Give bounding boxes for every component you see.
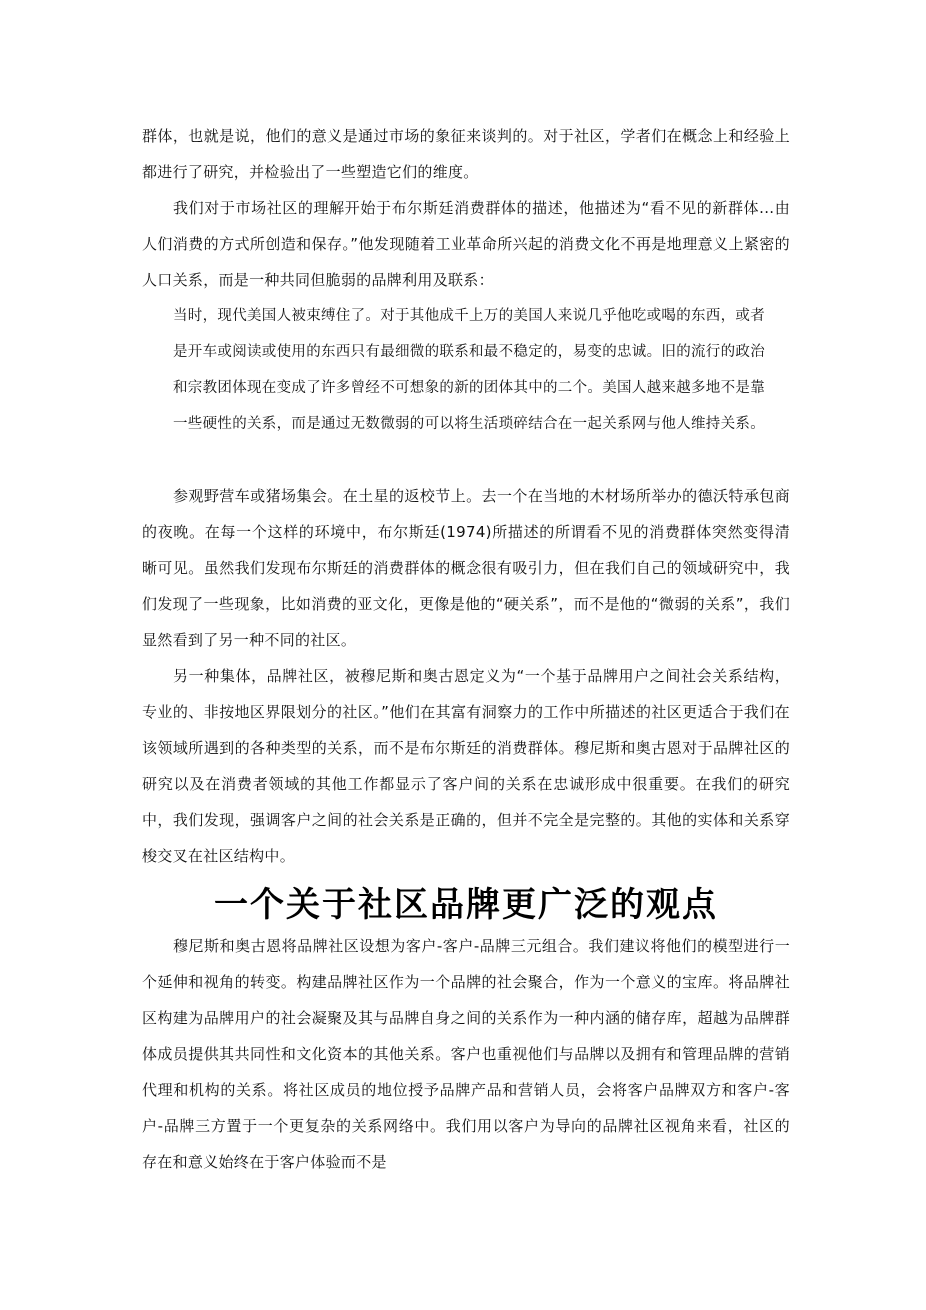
paragraph-brand-community: 另一种集体，品牌社区，被穆尼斯和奥古恩定义为“一个基于品牌用户之间社会关系结构，专业的、非按地区界限划分的社区。”他们在其富有洞察力的工作中所描述的社区更适合于我们在该领域所遇到的各种类型的关系，而不是布尔斯廷的消费群体。穆尼斯和奥古恩对于品牌社区的研究以及在消费者领域的其他工作都显示了客户间的关系在忠诚形成中很重要。在我们的研究中，我们发现，强调客户之间的社会关系是正确的，但并不完全是完整的。其他的实体和关系穿梭交叉在社区结构中。 [142, 667, 790, 865]
paragraph-boorstin-intro: 我们对于市场社区的理解开始于布尔斯廷消费群体的描述，他描述为“看不见的新群体...由人们消费的方式所创造和保存。”他发现随着工业革命所兴起的消费文化不再是地理意义上紧密的人口关系，而是一种共同但脆弱的品牌利用及联系： [142, 199, 790, 289]
body-text-bottom [142, 928, 790, 1180]
paragraph-consumption-communities: 参观野营车或猪场集会。在土星的返校节上。去一个在当地的木材场所举办的德沃特承包商的夜晚。在每一个这样的环境中，布尔斯廷(1974)所描述的所谓看不见的消费群体突然变得清晰可见。虽然我们发现布尔斯廷的消费群体的概念很有吸引力，但在我们自己的领域研究中，我们发现了一些现象，比如消费的亚文化，更像是他的“硬关系”，而不是他的“微弱的关系”，我们显然看到了另一种不同的社区。 [142, 487, 790, 649]
paragraph-triad-model: 穆尼斯和奥古恩将品牌社区设想为客户-客户-品牌三元组合。我们建议将他们的模型进行一个延伸和视角的转变。构建品牌社区作为一个品牌的社会聚合，作为一个意义的宝库。将品牌社区构建为品牌用户的社会凝聚及其与品牌自身之间的关系作为一种内涵的储存库，超越为品牌群体成员提供其共同性和文化资本的其他关系。客户也重视他们与品牌以及拥有和管理品牌的营销代理和机构的关系。将社区成员的地位授予品牌产品和营销人员，会将客户品牌双方和客户-客户-品牌三方置于一个更复杂的关系网络中。我们用以客户为导向的品牌社区视角来看，社区的存在和意义始终在于客户体验而不是 [142, 937, 790, 1171]
body-text-top [142, 118, 790, 298]
body-text-middle [142, 478, 790, 874]
paragraph-continuation: 群体，也就是说，他们的意义是通过市场的象征来谈判的。对于社区，学者们在概念上和经验上都进行了研究，并检验出了一些塑造它们的维度。 [142, 127, 790, 181]
section-heading: 一个关于社区品牌更广泛的观点 [214, 885, 718, 925]
block-quote: 当时，现代美国人被束缚住了。对于其他成千上万的美国人来说几乎他吃或喝的东西，或者是开车或阅读或使用的东西只有最细微的联系和最不稳定的，易变的忠诚。旧的流行的政治和宗教团体现在变成了许多曾经不可想象的新的团体其中的二个。美国人越来越多地不是靠一些硬性的关系，而是通过无数微弱的可以将生活琐碎结合在一起关系网与他人维持关系。 [173, 308, 765, 432]
